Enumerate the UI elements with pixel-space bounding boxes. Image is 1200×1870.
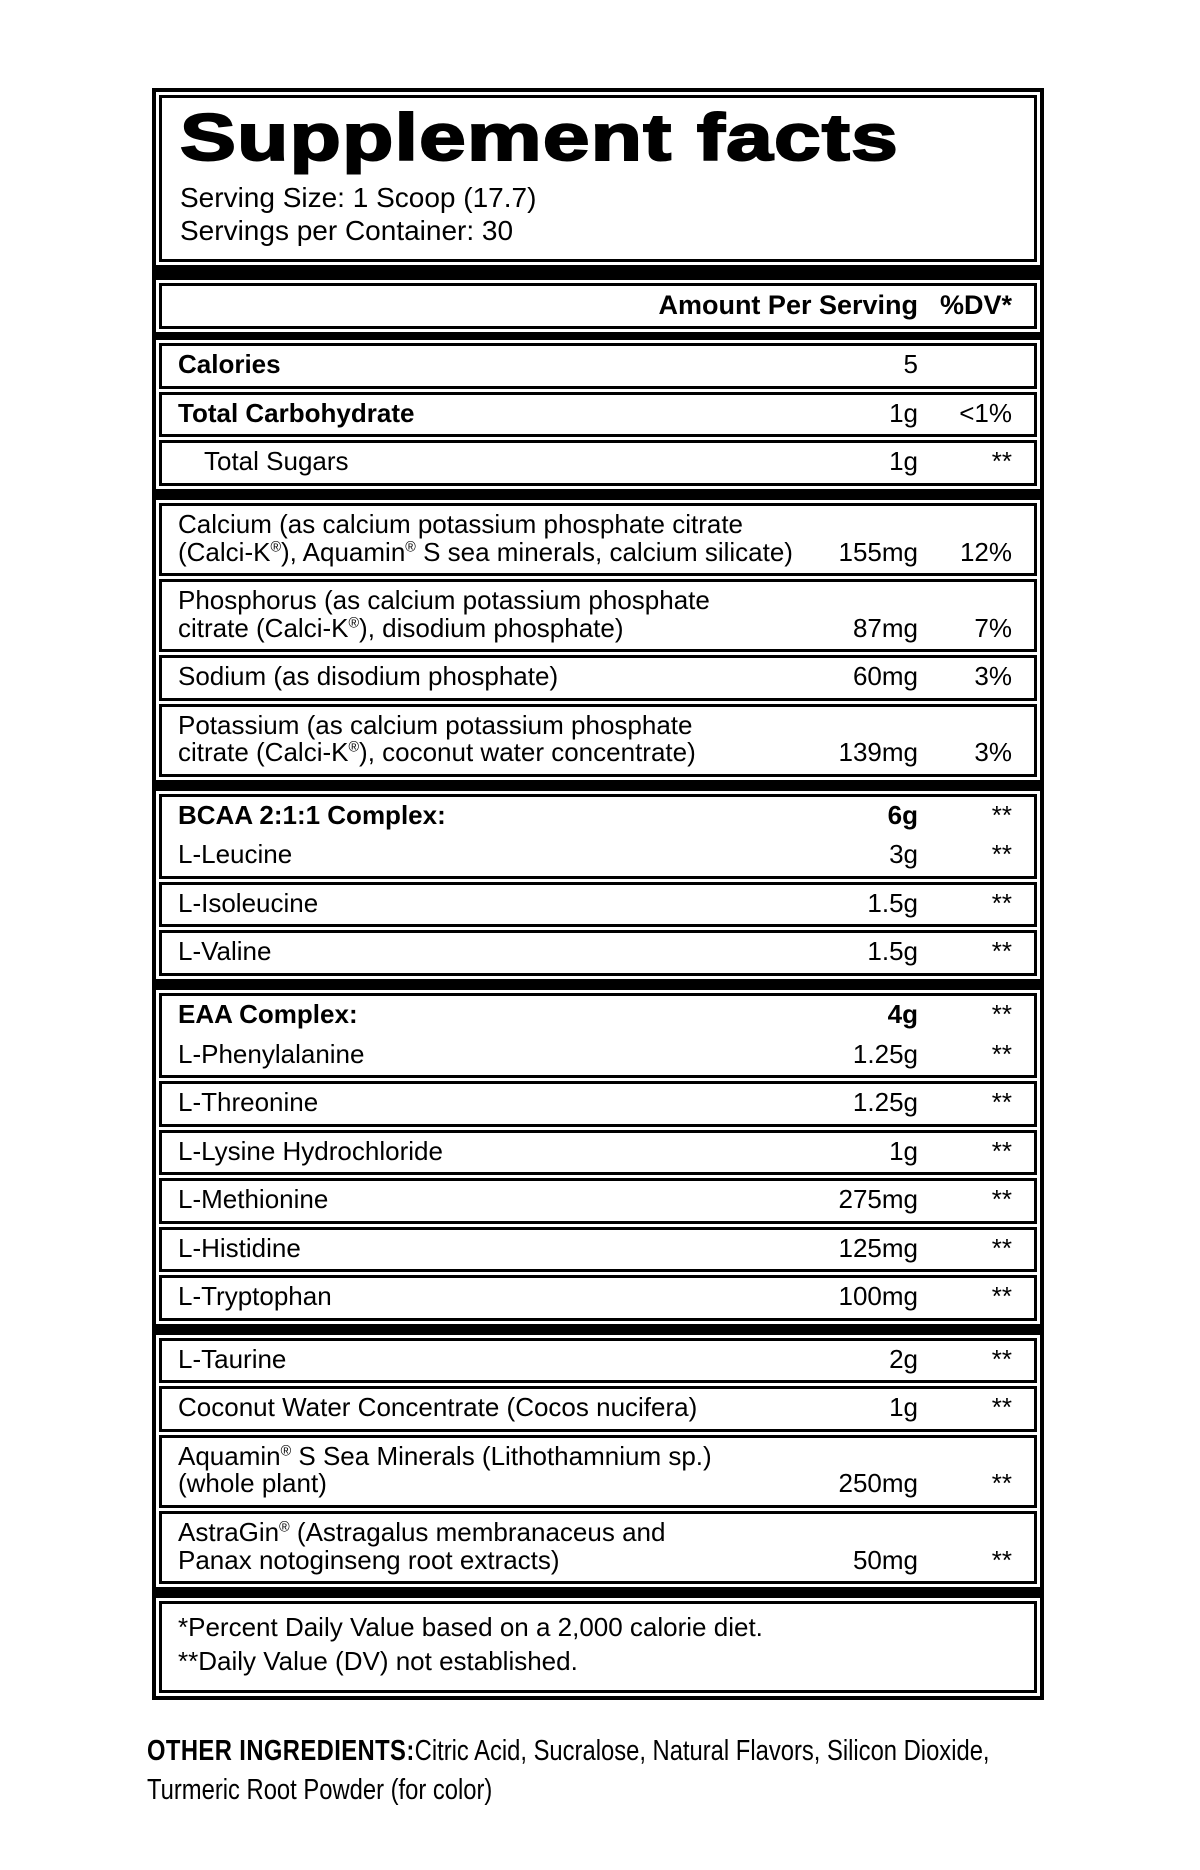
row-amount: 50mg <box>852 1544 918 1575</box>
footnote-daily-value: *Percent Daily Value based on a 2,000 calorie diet. <box>178 1612 763 1643</box>
ingredient-group-box <box>159 794 1037 879</box>
table-row <box>162 1389 1034 1429</box>
row-dv: ** <box>991 1343 1012 1374</box>
row-amount: 275mg <box>838 1184 918 1215</box>
table-row <box>162 933 1034 973</box>
section-divider-bar <box>156 332 1040 340</box>
row-dv: ** <box>991 1544 1012 1575</box>
row-dv: ** <box>991 1038 1012 1069</box>
row-amount: 125mg <box>838 1232 918 1263</box>
section-divider-bar <box>156 979 1040 990</box>
table-row <box>162 1438 1034 1505</box>
row-amount: 139mg <box>838 737 918 768</box>
row-dv: 12% <box>959 536 1012 567</box>
table-row <box>162 1514 1034 1581</box>
table-row <box>162 1084 1034 1124</box>
ingredient-group-box <box>159 343 1037 389</box>
row-amount: 1g <box>889 446 918 477</box>
table-row <box>162 658 1034 698</box>
row-dv: ** <box>991 799 1012 830</box>
row-ingredient-name: Potassium (as calcium potassium phosphate citrate (Calci-K®), coconut water concentrate) <box>178 709 696 768</box>
footnote-box <box>159 1601 1037 1693</box>
row-ingredient-name: L-Threonine <box>178 1087 319 1118</box>
row-dv: ** <box>991 839 1012 870</box>
ingredient-group-box <box>159 579 1037 652</box>
row-amount: 2g <box>889 1343 918 1374</box>
row-amount: 4g <box>887 998 918 1029</box>
row-amount: 1g <box>889 397 918 428</box>
ingredient-group-box <box>159 655 1037 701</box>
table-row <box>162 707 1034 774</box>
row-ingredient-name: L-Isoleucine <box>178 887 319 918</box>
row-amount: 100mg <box>838 1281 918 1312</box>
ingredient-group-box <box>159 440 1037 486</box>
amount-per-serving-header: Amount Per Serving <box>658 290 918 321</box>
section-divider-bar <box>156 1324 1040 1335</box>
row-ingredient-name: Coconut Water Concentrate (Cocos nucifera) <box>178 1392 698 1423</box>
row-ingredient-name: L-Taurine <box>178 1343 287 1374</box>
row-amount: 1g <box>889 1135 918 1166</box>
row-ingredient-name: L-Leucine <box>178 839 293 870</box>
table-row <box>162 1133 1034 1173</box>
row-ingredient-name: L-Lysine Hydrochloride <box>178 1135 443 1166</box>
row-dv: ** <box>991 936 1012 967</box>
row-amount: 5 <box>903 349 918 380</box>
row-ingredient-name: L-Tryptophan <box>178 1281 332 1312</box>
table-row <box>162 506 1034 573</box>
table-row <box>162 1181 1034 1221</box>
row-amount: 250mg <box>838 1468 918 1499</box>
row-amount: 3g <box>889 839 918 870</box>
row-ingredient-name: L-Valine <box>178 936 272 967</box>
row-ingredient-name: Total Carbohydrate <box>178 397 415 428</box>
row-ingredient-name: L-Methionine <box>178 1184 329 1215</box>
row-dv: ** <box>991 446 1012 477</box>
ingredient-group-box <box>159 1435 1037 1508</box>
section-divider-bar <box>156 1587 1040 1598</box>
ingredient-group-box <box>159 503 1037 576</box>
ingredient-group-box <box>159 930 1037 976</box>
row-amount: 87mg <box>852 612 918 643</box>
table-row <box>162 1036 1034 1076</box>
table-row <box>162 1341 1034 1381</box>
row-ingredient-name: Calcium (as calcium potassium phosphate citrate (Calci-K®), Aquamin® S sea minerals, calcium silicate) <box>178 508 793 567</box>
serving-size-line: Serving Size: 1 Scoop (17.7) <box>180 182 537 214</box>
row-dv: ** <box>991 1392 1012 1423</box>
column-header-row <box>162 286 1034 326</box>
row-amount: 1.25g <box>852 1087 918 1118</box>
row-dv: 3% <box>974 737 1012 768</box>
row-ingredient-name: EAA Complex: <box>178 998 358 1029</box>
row-dv: <1% <box>959 397 1012 428</box>
supplement-facts-title: Supplement facts <box>180 100 899 174</box>
row-amount: 1.25g <box>852 1038 918 1069</box>
section-divider-bar <box>156 265 1040 280</box>
row-amount: 1g <box>889 1392 918 1423</box>
ingredient-group-box <box>159 1130 1037 1176</box>
table-row <box>162 885 1034 925</box>
row-ingredient-name: BCAA 2:1:1 Complex: <box>178 799 446 830</box>
row-dv: ** <box>991 1184 1012 1215</box>
servings-per-container-line: Servings per Container: 30 <box>180 215 514 247</box>
row-ingredient-name: AstraGin® (Astragalus membranaceus and Panax notoginseng root extracts) <box>178 1517 666 1575</box>
row-dv: 7% <box>974 612 1012 643</box>
table-row <box>162 443 1034 483</box>
ingredient-group-box <box>159 1178 1037 1224</box>
ingredient-group-box <box>159 392 1037 438</box>
row-amount: 155mg <box>838 536 918 567</box>
row-dv: ** <box>991 887 1012 918</box>
row-amount: 1.5g <box>867 887 918 918</box>
row-dv: ** <box>991 1281 1012 1312</box>
ingredient-group-box <box>159 1227 1037 1273</box>
dv-header: %DV* <box>939 290 1012 321</box>
ingredient-group-box <box>159 1511 1037 1584</box>
row-dv: ** <box>991 1135 1012 1166</box>
row-ingredient-name: Sodium (as disodium phosphate) <box>178 661 559 692</box>
row-ingredient-name: Phosphorus (as calcium potassium phosphate citrate (Calci-K®), disodium phosphate) <box>178 585 710 643</box>
table-row <box>162 346 1034 386</box>
ingredient-group-box <box>159 704 1037 777</box>
table-body <box>159 343 1037 1598</box>
row-amount: 1.5g <box>867 936 918 967</box>
ingredient-group-box <box>159 1386 1037 1432</box>
footnote-dv-not-established: **Daily Value (DV) not established. <box>178 1645 578 1676</box>
ingredient-group-box <box>159 1338 1037 1384</box>
other-ingredients-text: Citric Acid, Sucralose, Natural Flavors, Silicon Dioxide, Turmeric Root Powder (for color) <box>147 1734 990 1806</box>
other-ingredients <box>147 1732 1041 1810</box>
row-amount: 60mg <box>852 661 918 692</box>
label-header-box <box>159 95 1037 262</box>
ingredient-group-box <box>159 1275 1037 1321</box>
table-row <box>162 1230 1034 1270</box>
ingredient-group-box <box>159 1081 1037 1127</box>
table-row <box>162 1278 1034 1318</box>
ingredient-group-box <box>159 882 1037 928</box>
other-ingredients-label: OTHER INGREDIENTS: <box>147 1734 415 1767</box>
row-ingredient-name: Aquamin® S Sea Minerals (Lithothamnium sp.) (whole plant) <box>178 1440 712 1499</box>
column-header-box <box>159 283 1037 329</box>
section-divider-bar <box>156 780 1040 791</box>
supplement-label-box <box>152 88 1044 1700</box>
table-row <box>162 836 1034 876</box>
row-dv: ** <box>991 998 1012 1029</box>
ingredient-group-box <box>159 993 1037 1078</box>
row-ingredient-name: Calories <box>178 349 281 380</box>
row-ingredient-name: Total Sugars <box>204 446 349 477</box>
table-row <box>162 582 1034 649</box>
row-ingredient-name: L-Histidine <box>178 1232 301 1263</box>
row-dv: ** <box>991 1232 1012 1263</box>
row-amount: 6g <box>887 799 918 830</box>
row-ingredient-name: L-Phenylalanine <box>178 1038 365 1069</box>
table-row <box>162 996 1034 1036</box>
row-dv: 3% <box>974 661 1012 692</box>
row-dv: ** <box>991 1468 1012 1499</box>
section-divider-bar <box>156 489 1040 500</box>
row-dv: ** <box>991 1087 1012 1118</box>
table-row <box>162 395 1034 435</box>
table-row <box>162 797 1034 837</box>
